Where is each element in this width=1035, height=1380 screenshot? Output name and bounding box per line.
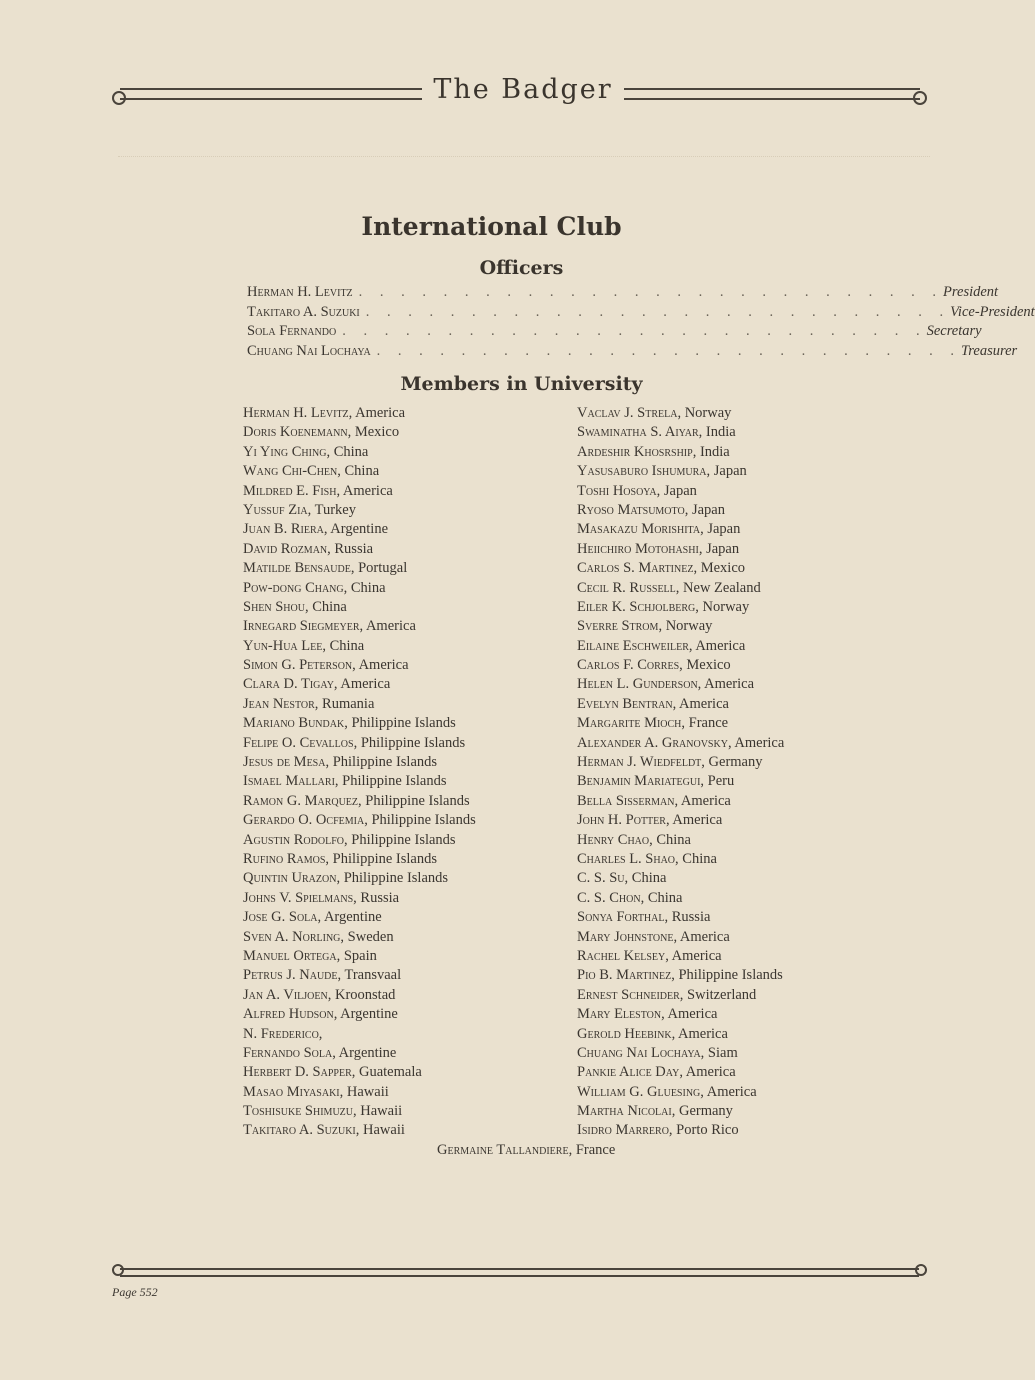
member-entry bbox=[577, 423, 784, 442]
officer-name: Sola Fernando bbox=[247, 323, 337, 339]
member-entry bbox=[243, 1044, 476, 1063]
member-name: Ernest Schneider bbox=[577, 986, 680, 1003]
member-country: , America bbox=[679, 1064, 736, 1081]
member-country: , China bbox=[322, 637, 365, 654]
member-country: , China bbox=[640, 889, 683, 906]
member-entry bbox=[243, 908, 476, 927]
member-name: Matilde Bensaude bbox=[243, 560, 351, 577]
member-name: Pankie Alice Day bbox=[577, 1064, 680, 1081]
member-country: , Germany bbox=[701, 754, 763, 771]
member-name: John H. Potter bbox=[577, 812, 666, 829]
member-country: , Philippine Islands bbox=[353, 734, 466, 751]
member-country: , Russia bbox=[664, 909, 711, 926]
member-name: Charles L. Shao bbox=[577, 850, 676, 867]
member-name: Germaine Tallandiere bbox=[437, 1142, 569, 1158]
member-country: , America bbox=[665, 812, 723, 829]
member-entry bbox=[577, 986, 784, 1005]
member-country: , Philippine Islands bbox=[671, 967, 783, 984]
member-name: Pio B. Martinez bbox=[577, 967, 672, 984]
member-country: , America bbox=[661, 1006, 718, 1023]
member-country: , China bbox=[337, 463, 380, 480]
member-entry bbox=[243, 850, 476, 869]
header-right-rule bbox=[624, 88, 920, 100]
member-name: N. Frederico bbox=[243, 1025, 319, 1042]
member-name: Ramon G. Marquez bbox=[243, 792, 359, 809]
member-country: , America bbox=[697, 676, 755, 693]
footer-rule bbox=[120, 1268, 919, 1277]
member-name: Swaminatha S. Aiyar bbox=[577, 424, 699, 441]
member-country: , America bbox=[348, 405, 406, 421]
member-country: , Philippine Islands bbox=[364, 812, 476, 829]
member-country: , Japan bbox=[698, 540, 740, 557]
member-country: , Hawaii bbox=[339, 1083, 389, 1100]
member-entry bbox=[243, 1083, 476, 1102]
member-name: William G. Gluesing bbox=[577, 1083, 701, 1100]
member-name: Clara D. Tigay bbox=[243, 676, 334, 693]
member-entry bbox=[577, 675, 784, 694]
member-name: Carlos F. Corres bbox=[577, 657, 680, 674]
member-country: , India bbox=[692, 443, 730, 460]
member-entry bbox=[577, 811, 784, 830]
member-country: , Philippine Islands bbox=[325, 754, 438, 771]
member-country: , Spain bbox=[336, 947, 377, 964]
footer-right-scroll-ornament bbox=[915, 1264, 927, 1276]
member-name: Sonya Forthal bbox=[577, 909, 665, 926]
member-country: , America bbox=[336, 482, 393, 499]
member-name: Ismael Mallari bbox=[243, 773, 335, 790]
member-entry bbox=[577, 482, 784, 501]
officer-name: Takitaro A. Suzuki bbox=[247, 303, 360, 320]
member-entry bbox=[243, 443, 476, 462]
member-country: , Mexico bbox=[693, 560, 746, 577]
member-name: Takitaro A. Suzuki bbox=[243, 1122, 356, 1139]
member-name: Heiichiro Motohashi bbox=[577, 540, 699, 557]
member-name: Eilaine Eschweiler bbox=[577, 637, 689, 654]
member-country: , Hawaii bbox=[355, 1122, 405, 1139]
officer-role: President bbox=[943, 284, 999, 300]
member-name: Toshisuke Shimuzu bbox=[243, 1103, 353, 1120]
member-name: Carlos S. Martinez bbox=[577, 560, 694, 577]
member-name: Cecil R. Russell bbox=[577, 579, 676, 596]
member-entry bbox=[243, 947, 476, 966]
officer-row bbox=[247, 303, 1035, 324]
member-country: , France bbox=[568, 1142, 616, 1158]
member-name: Yussuf Zia bbox=[243, 501, 308, 518]
member-name: C. S. Su bbox=[577, 870, 625, 887]
member-name: Yi Ying Ching bbox=[243, 443, 327, 460]
officer-role: Secretary bbox=[926, 323, 982, 339]
member-country: , America bbox=[673, 928, 730, 945]
member-name: Helen L. Gunderson bbox=[577, 676, 698, 693]
member-entry bbox=[243, 966, 476, 985]
member-name: Mary Johnstone bbox=[577, 928, 674, 945]
member-entry bbox=[577, 1025, 784, 1044]
member-entry bbox=[243, 637, 476, 656]
officer-row bbox=[247, 284, 999, 304]
member-entry bbox=[577, 753, 784, 772]
member-entry bbox=[577, 1121, 784, 1140]
member-entry bbox=[243, 540, 476, 559]
member-country: , India bbox=[698, 424, 736, 441]
member-country: , Sweden bbox=[340, 928, 394, 945]
member-entry bbox=[243, 889, 476, 908]
member-country: , America bbox=[700, 1083, 757, 1100]
member-entry bbox=[243, 482, 476, 501]
member-country: , Argentine bbox=[333, 1006, 398, 1023]
member-country: , America bbox=[672, 695, 729, 712]
member-country: , China bbox=[624, 870, 667, 887]
member-entry bbox=[243, 811, 476, 830]
member-country: , Russia bbox=[327, 540, 374, 557]
member-name: Herman H. Levitz bbox=[243, 405, 349, 421]
member-entry bbox=[243, 986, 476, 1005]
member-name: Johns V. Spielmans bbox=[243, 889, 354, 906]
members-heading: Members in University bbox=[400, 373, 643, 395]
member-name: Gerold Heebink bbox=[577, 1025, 672, 1042]
member-name: Margarite Mioch bbox=[577, 715, 682, 732]
member-entry bbox=[577, 1063, 784, 1082]
member-country: , Argentine bbox=[317, 909, 382, 926]
member-entry bbox=[243, 579, 476, 598]
member-name: Martha Nicolai bbox=[577, 1103, 672, 1120]
member-name: Agustin Rodolfo bbox=[243, 831, 344, 848]
member-entry bbox=[577, 617, 784, 636]
member-entry bbox=[577, 540, 784, 559]
member-country: , China bbox=[675, 850, 717, 867]
page-footer-rule bbox=[112, 1262, 927, 1282]
member-name: Benjamin Mariategui bbox=[577, 773, 701, 790]
member-country: , Japan bbox=[656, 482, 697, 499]
member-name: Wang Chi-Chen bbox=[243, 463, 338, 480]
member-name: Quintin Urazon bbox=[243, 870, 337, 887]
officer-row bbox=[247, 323, 982, 343]
member-country: , America bbox=[333, 676, 391, 693]
member-entry bbox=[243, 772, 476, 791]
member-entry bbox=[243, 831, 476, 850]
member-country: , Transvaal bbox=[337, 967, 402, 984]
member-country: , Norway bbox=[695, 598, 750, 615]
member-entry bbox=[243, 1121, 476, 1140]
member-name: Felipe O. Cevallos bbox=[243, 734, 354, 751]
member-entry bbox=[243, 695, 476, 714]
officer-row bbox=[247, 342, 1018, 363]
member-country: , Philippine Islands bbox=[344, 715, 456, 732]
member-country: , Porto Rico bbox=[668, 1122, 739, 1139]
member-entry bbox=[577, 1005, 784, 1024]
page-header bbox=[112, 74, 927, 114]
member-entry bbox=[577, 850, 784, 869]
member-name: Mary Eleston bbox=[577, 1006, 662, 1023]
member-entry bbox=[243, 734, 476, 753]
member-entry bbox=[243, 559, 476, 578]
member-name: Herman J. Wiedfeldt bbox=[577, 754, 702, 771]
leader-dots: . . . . . . . . . . . . . . . . . . . . . . . . . . . . bbox=[358, 284, 944, 300]
member-name: Bella Sisserman bbox=[577, 792, 675, 809]
member-country: , Argentine bbox=[323, 521, 389, 538]
member-country: , Philippine Islands bbox=[344, 831, 456, 848]
member-entry bbox=[243, 423, 476, 442]
member-country: , Switzerland bbox=[679, 986, 757, 1003]
plate-edge-line bbox=[118, 156, 930, 157]
member-country: , China bbox=[326, 443, 369, 460]
member-entry bbox=[243, 714, 476, 733]
members-column-left bbox=[243, 404, 476, 1141]
member-country: , Russia bbox=[353, 889, 400, 906]
member-name: Isidro Marrero bbox=[577, 1122, 669, 1139]
member-name: Pow-dong Chang bbox=[243, 579, 344, 596]
member-country: , Guatemala bbox=[351, 1064, 422, 1081]
member-name: Jesus de Mesa bbox=[243, 754, 326, 771]
leader-dots: . . . . . . . . . . . . . . . . . . . . . . . . . . . . bbox=[376, 342, 962, 359]
member-country: , bbox=[318, 1025, 323, 1042]
officer-name: Herman H. Levitz bbox=[247, 284, 353, 300]
member-name: Toshi Hosoya bbox=[577, 482, 657, 499]
member-name: Doris Koenemann bbox=[243, 424, 348, 441]
member-country: , Norway bbox=[677, 405, 732, 421]
member-country: , Norway bbox=[658, 618, 713, 635]
member-entry bbox=[577, 656, 784, 675]
officers-heading: Officers bbox=[479, 257, 564, 279]
officers-list bbox=[247, 284, 1035, 362]
member-entry bbox=[243, 928, 476, 947]
member-name: Vaclav J. Strela bbox=[577, 405, 678, 421]
member-entry bbox=[243, 501, 476, 520]
member-entry bbox=[577, 1102, 784, 1121]
member-name: David Rozman bbox=[243, 540, 328, 557]
member-name: Masakazu Morishita bbox=[577, 521, 701, 538]
member-entry bbox=[243, 1102, 476, 1121]
member-entry bbox=[243, 792, 476, 811]
member-entry bbox=[243, 404, 476, 423]
member-entry bbox=[577, 947, 784, 966]
member-entry bbox=[577, 579, 784, 598]
member-country: , Germany bbox=[671, 1103, 733, 1120]
member-entry bbox=[243, 675, 476, 694]
member-entry bbox=[243, 869, 476, 888]
member-name: Masao Miyasaki bbox=[243, 1083, 340, 1100]
member-entry bbox=[577, 1083, 784, 1102]
club-title: International Club bbox=[361, 212, 622, 241]
member-country: , Rumania bbox=[314, 695, 375, 712]
member-country: , Hawaii bbox=[353, 1103, 403, 1120]
member-entry bbox=[577, 501, 784, 520]
member-name: Chuang Nai Lochaya bbox=[577, 1044, 701, 1061]
officer-name: Chuang Nai Lochaya bbox=[247, 342, 371, 359]
member-name: Petrus J. Naude bbox=[243, 967, 338, 984]
member-country: , Mexico bbox=[679, 657, 731, 674]
member-entry bbox=[243, 1063, 476, 1082]
member-entry bbox=[577, 462, 784, 481]
member-entry bbox=[437, 1142, 615, 1159]
publication-title: The Badger bbox=[433, 74, 613, 105]
member-country: , Philippine Islands bbox=[336, 870, 449, 887]
member-country: , Portugal bbox=[350, 560, 408, 577]
member-name: Simon G. Peterson bbox=[243, 657, 353, 674]
member-country: , America bbox=[727, 734, 785, 751]
member-name: Rachel Kelsey bbox=[577, 947, 666, 964]
member-country: , China bbox=[343, 579, 386, 596]
member-entry bbox=[577, 520, 784, 539]
member-entry bbox=[577, 443, 784, 462]
member-country: , America bbox=[688, 637, 746, 654]
member-name: Jean Nestor bbox=[243, 695, 315, 712]
leader-dots: . . . . . . . . . . . . . . . . . . . . . . . . . . . . bbox=[365, 303, 951, 320]
member-country: , America bbox=[671, 1025, 728, 1042]
member-name: Yasusaburo Ishumura bbox=[577, 463, 707, 480]
member-name: Eiler K. Schjolberg bbox=[577, 598, 696, 615]
member-country: , America bbox=[674, 792, 731, 809]
member-name: Jose G. Sola bbox=[243, 909, 318, 926]
member-country: , America bbox=[359, 618, 416, 635]
member-entry bbox=[243, 598, 476, 617]
member-name: Jan A. Viljoen bbox=[243, 986, 328, 1003]
header-right-scroll-ornament bbox=[913, 91, 927, 105]
member-country: , China bbox=[304, 598, 347, 615]
member-name: Mildred E. Fish bbox=[243, 482, 337, 499]
member-country: , Kroonstad bbox=[327, 986, 396, 1003]
member-name: Henry Chao bbox=[577, 831, 650, 848]
officer-role: Vice-President bbox=[950, 303, 1035, 320]
member-entry bbox=[577, 1044, 784, 1063]
member-name: Fernando Sola bbox=[243, 1044, 333, 1061]
member-entry bbox=[577, 889, 784, 908]
member-name: Sven A. Norling bbox=[243, 928, 341, 945]
member-name: Gerardo O. Ocfemia bbox=[243, 812, 365, 829]
page-number: Page 552 bbox=[112, 1285, 158, 1299]
member-name: Evelyn Bentran bbox=[577, 695, 673, 712]
member-name: Herbert D. Sapper bbox=[243, 1064, 352, 1081]
member-entry bbox=[577, 869, 784, 888]
member-country: , America bbox=[352, 657, 409, 674]
member-country: , Philippine Islands bbox=[325, 850, 437, 867]
member-entry bbox=[243, 656, 476, 675]
member-country: , Japan bbox=[684, 501, 725, 518]
member-country: , Japan bbox=[700, 521, 741, 538]
member-entry bbox=[577, 928, 784, 947]
member-entry bbox=[577, 637, 784, 656]
member-name: Alfred Hudson bbox=[243, 1006, 334, 1023]
member-country: , Philippine Islands bbox=[334, 773, 447, 790]
member-name: C. S. Chon bbox=[577, 889, 641, 906]
member-entry bbox=[577, 772, 784, 791]
member-name: Alexander A. Granovsky bbox=[577, 734, 728, 751]
member-entry bbox=[243, 1025, 476, 1044]
members-column-right bbox=[577, 404, 784, 1141]
member-country: , Japan bbox=[706, 463, 747, 480]
member-entry bbox=[577, 908, 784, 927]
member-country: , Turkey bbox=[307, 501, 356, 518]
member-country: , France bbox=[681, 715, 729, 732]
leader-dots: . . . . . . . . . . . . . . . . . . . . . . . . . . . . bbox=[342, 323, 927, 339]
member-entry bbox=[243, 753, 476, 772]
member-entry bbox=[577, 831, 784, 850]
member-country: , Philippine Islands bbox=[358, 792, 470, 809]
member-country: , Siam bbox=[700, 1044, 738, 1061]
member-entry bbox=[577, 734, 784, 753]
member-entry bbox=[243, 617, 476, 636]
member-entry bbox=[577, 598, 784, 617]
member-country: , China bbox=[649, 831, 691, 848]
member-name: Irnegard Siegmeyer bbox=[243, 618, 360, 635]
member-name: Mariano Bundak bbox=[243, 715, 345, 732]
member-name: Shen Shou bbox=[243, 598, 305, 615]
member-entry bbox=[243, 520, 476, 539]
member-name: Sverre Strom bbox=[577, 618, 659, 635]
member-country: , Argentine bbox=[332, 1044, 397, 1061]
member-name: Juan B. Riera bbox=[243, 521, 324, 538]
member-name: Rufino Ramos bbox=[243, 850, 326, 867]
member-entry bbox=[577, 792, 784, 811]
officer-role: Treasurer bbox=[961, 342, 1018, 359]
member-country: , America bbox=[665, 947, 722, 964]
member-entry bbox=[577, 966, 784, 985]
member-entry bbox=[577, 404, 784, 423]
member-country: , Peru bbox=[700, 773, 735, 790]
member-name: Ardeshir Khosrship bbox=[577, 443, 693, 460]
member-name: Yun-Hua Lee bbox=[243, 637, 323, 654]
member-country: , Mexico bbox=[347, 424, 400, 441]
member-entry bbox=[577, 559, 784, 578]
member-country: , New Zealand bbox=[675, 579, 761, 596]
member-name: Ryoso Matsumoto bbox=[577, 501, 685, 518]
header-left-rule bbox=[120, 88, 422, 100]
member-entry bbox=[577, 695, 784, 714]
member-entry bbox=[577, 714, 784, 733]
member-entry bbox=[243, 462, 476, 481]
member-entry bbox=[243, 1005, 476, 1024]
member-name: Manuel Ortega bbox=[243, 947, 337, 964]
